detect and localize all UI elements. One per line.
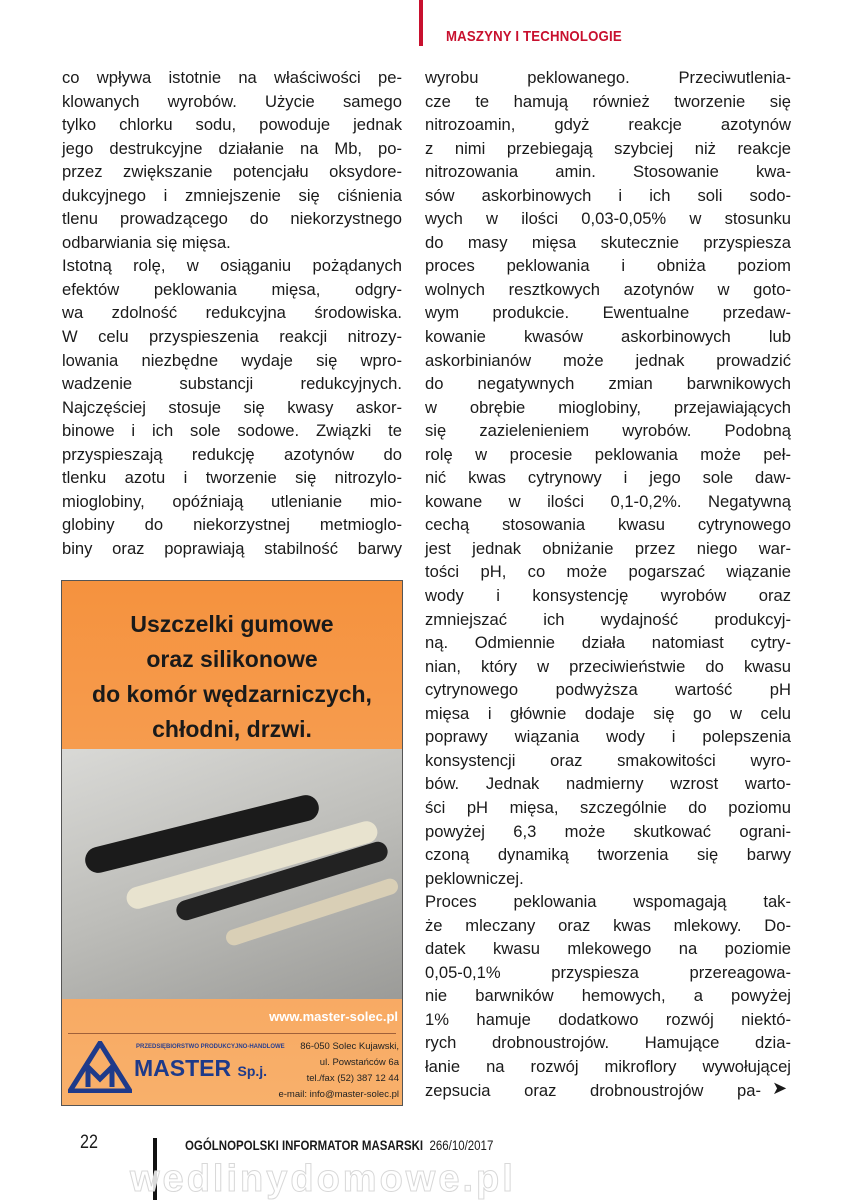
company-name-text: MASTER [134, 1055, 232, 1081]
text-line: Proces peklowania wspomagają tak- [425, 892, 791, 912]
text-line: binowe i ich sole sodowe. Związki te [62, 421, 402, 441]
text-line: efektów peklowania mięsa, odgry- [62, 279, 402, 299]
ad-headline-line: do komór wędzarniczych, [92, 681, 372, 707]
issue-number: 266/10/2017 [429, 1137, 494, 1153]
text-line: wa zdolność redukcyjna środowiska. [62, 303, 402, 323]
text-line: przyspieszają redukcję azotynów do [62, 444, 402, 464]
advertisement [61, 580, 403, 1106]
master-logo-icon [68, 1041, 132, 1093]
text-line: peklowniczej. [425, 868, 524, 888]
address-line: ul. Powstańców 6a [319, 1057, 399, 1068]
text-line: tlenku azotu i tworzenie się nitrozylo- [62, 468, 402, 488]
article-column-left [62, 66, 402, 560]
text-line: odbarwiania się mięsa. [62, 232, 231, 252]
text-line: się zazielenieniem wyrobów. Podobną [425, 421, 791, 441]
company-suffix: Sp.j. [237, 1063, 268, 1079]
watermark: wedlinydomowe.pl [130, 1158, 516, 1200]
article-column-right [425, 66, 791, 1102]
text-line: kowanie kwasów askorbinowych lub [425, 327, 791, 347]
text-line: do masy mięsa skutecznie przyspiesza [425, 232, 791, 252]
text-line: sów askorbinowych i ich soli sodo- [425, 185, 791, 205]
text-line: nian, który w przeciwieństwie do kwasu [425, 656, 791, 676]
text-line: bów. Jednak nadmierny wzrost warto- [425, 774, 791, 794]
text-line: rych drobnoustrojów. Hamujące dzia- [425, 1033, 791, 1053]
ad-headline-line: oraz silikonowe [146, 646, 318, 672]
text-line: ną. Odmiennie działa natomiast cytry- [425, 633, 791, 653]
text-line: czoną dynamiką tworzenia się barwy [425, 845, 791, 865]
text-line: kowane w ilości 0,1-0,2%. Negatywną [425, 491, 791, 511]
header-accent-bar [419, 0, 423, 46]
text-line: Najczęściej stosuje się kwasy askor- [62, 397, 402, 417]
ad-headline-line: Uszczelki gumowe [130, 611, 334, 637]
text-line: Istotną rolę, w osiąganiu pożądanych [62, 256, 402, 276]
text-line: 1% hamuje dodatkowo rozwój niektó- [425, 1009, 791, 1029]
text-line: rolę w procesie peklowania może peł- [425, 444, 791, 464]
text-line: w obrębie mioglobiny, przejawiających [425, 397, 791, 417]
text-line: że mleczany oraz kwas mlekowy. Do- [425, 915, 791, 935]
text-line: datek kwasu mlekowego na poziomie [425, 939, 791, 959]
text-line: lowania niezbędne wydaje się wpro- [62, 350, 402, 370]
text-line: tlenu prowadzącego do niekorzystnego [62, 209, 402, 229]
publication-name: OGÓLNOPOLSKI INFORMATOR MASARSKI [185, 1137, 424, 1153]
footer-publication [185, 1137, 493, 1154]
text-line: nić kwas cytrynowy i jego sole daw- [425, 468, 791, 488]
text-line: nitrozowania amin. Stosowanie kwa- [425, 162, 791, 182]
text-line: wyrobu peklowanego. Przeciwutlenia- [425, 68, 791, 87]
phone-line: tel./fax (52) 387 12 44 [306, 1073, 399, 1084]
text-line: nitrozoamin, gdyż reakcje azotynów [425, 115, 791, 135]
ad-website: www.master-solec.pl [269, 1009, 398, 1024]
company-subtitle: PRZEDSIĘBIORSTWO PRODUKCYJNO-HANDLOWE [136, 1044, 285, 1050]
text-line: zepsucia oraz drobnoustrojów pa- [425, 1080, 761, 1100]
text-line: biny oraz poprawiają stabilność barwy [62, 538, 402, 558]
text-line: powyżej 6,3 może skutkować ograni- [425, 821, 791, 841]
ad-product-photo [62, 749, 402, 999]
section-title: MASZYNY I TECHNOLOGIE [446, 28, 622, 45]
text-line: przez zwiększanie potencjału oksydore- [62, 162, 402, 182]
address-line: 86-050 Solec Kujawski, [300, 1041, 399, 1052]
text-line: cytrynowego podwyższa wartość pH [425, 680, 791, 700]
ad-headline-line: chłodni, drzwi. [152, 716, 312, 742]
text-line: W celu przyspieszenia reakcji nitrozy- [62, 327, 402, 347]
text-line: globiny do niekorzystnej metmioglo- [62, 515, 402, 535]
text-line: łanie na rozwój mikroflory wywołującej [425, 1056, 791, 1076]
text-line: do negatywnych zmian barwnikowych [425, 374, 791, 394]
text-line: 0,05-0,1% przyspiesza przereagowa- [425, 962, 791, 982]
text-line: klowanych wyrobów. Użycie samego [62, 91, 402, 111]
ad-divider [68, 1033, 396, 1034]
company-name [134, 1055, 267, 1085]
text-line: nie barwników hemowych, a powyżej [425, 986, 791, 1006]
text-line: z nimi przebiegają szybciej niż reakcje [425, 138, 791, 158]
continue-arrow-icon: ➤ [772, 1078, 788, 1098]
text-line: co wpływa istotnie na właściwości pe- [62, 68, 402, 87]
text-line: wody i konsystencję wyrobów oraz [425, 586, 791, 606]
text-line: wolnych resztkowych azotynów w goto- [425, 279, 791, 299]
text-line: wadzenie substancji redukcyjnych. [62, 374, 402, 394]
email-line: e-mail: info@master-solec.pl [278, 1089, 399, 1100]
text-line: jego destrukcyjne działanie na Mb, po- [62, 138, 402, 158]
text-line: poprawy wiązania wody i polepszenia [425, 727, 791, 747]
text-line: tylko chlorku sodu, powoduje jednak [62, 115, 402, 135]
text-line: mięsa i głównie dodaje się go w celu [425, 703, 791, 723]
text-line: konsystencji oraz smakowitości wyro- [425, 750, 791, 770]
company-address [278, 1039, 399, 1103]
text-line: askorbinianów może jednak prowadzić [425, 350, 791, 370]
text-line: cze te hamują również tworzenie się [425, 91, 791, 111]
text-line: wych w ilości 0,03-0,05% w stosunku [425, 209, 791, 229]
text-line: proces peklowania i obniża poziom [425, 256, 791, 276]
text-line: mioglobiny, opóźniają utlenianie mio- [62, 491, 402, 511]
text-line: ści pH mięsa, szczególnie do poziomu [425, 797, 791, 817]
ad-headline [62, 607, 402, 747]
text-line: dukcyjnego i zmniejszenie się ciśnienia [62, 185, 402, 205]
text-line: tości pH, co może pogarszać wiązanie [425, 562, 791, 582]
page-number: 22 [80, 1132, 98, 1153]
text-line: cechą stosowania kwasu cytrynowego [425, 515, 791, 535]
text-line: jest jednak obniżanie przez niego war- [425, 538, 791, 558]
text-line: wym produkcie. Ewentualne przedaw- [425, 303, 791, 323]
text-line: zmniejszać ich wydajność produkcyj- [425, 609, 791, 629]
